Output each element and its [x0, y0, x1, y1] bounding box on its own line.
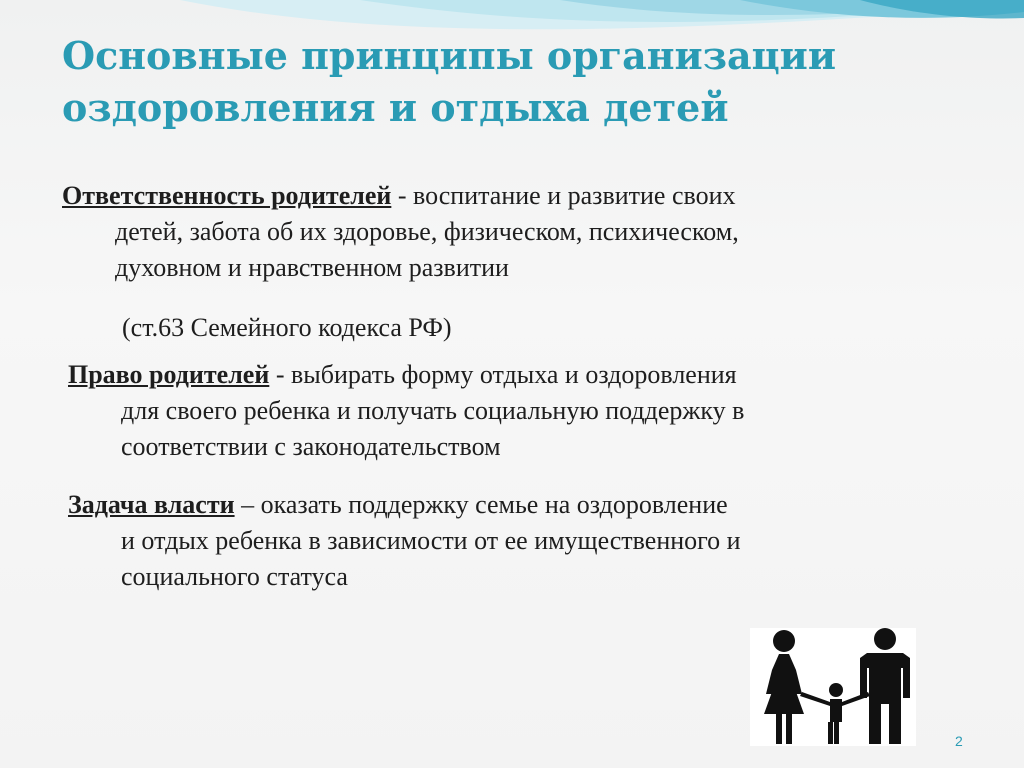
principle-2-separator: -	[269, 360, 291, 389]
principle-1-legal-reference: (ст.63 Семейного кодекса РФ)	[122, 313, 452, 342]
principle-3-text-line-1: оказать поддержку семье на оздоровление	[260, 490, 728, 519]
slide-title	[62, 30, 982, 134]
principle-1-text-line-3: духовном и нравственном развитии	[115, 253, 509, 282]
principle-3-separator: –	[234, 490, 261, 519]
principle-2-text-line-2: для своего ребенка и получать социальную поддержку в	[121, 396, 745, 425]
slide-title-line-2: оздоровления и отдыха детей	[62, 85, 729, 130]
principle-3-term: Задача власти	[68, 490, 235, 519]
principle-parent-right	[68, 357, 973, 465]
principle-2-text-line-3: соответствии с законодательством	[121, 432, 501, 461]
principle-1-separator: -	[391, 181, 414, 210]
principle-3-first-line	[68, 487, 973, 523]
principle-parent-responsibility	[62, 178, 967, 286]
principle-2-first-line	[68, 357, 973, 393]
principle-2-text-line-1: выбирать форму отдыха и оздоровления	[290, 360, 737, 389]
family-silhouette-icon	[750, 628, 916, 746]
principle-3-text-line-3: социального статуса	[121, 562, 348, 591]
principle-1-term: Ответственность родителей	[62, 181, 392, 210]
principle-1-text-line-2: детей, забота об их здоровье, физическом, психическом,	[115, 217, 739, 246]
principle-government-task	[68, 487, 973, 595]
principle-1-text-line-1: воспитание и развитие своих	[413, 181, 736, 210]
principle-3-text-line-2: и отдых ребенка в зависимости от ее имущественного и	[121, 526, 741, 555]
page-number: 2	[955, 733, 963, 749]
principle-1-first-line	[62, 178, 967, 214]
slide-title-line-1: Основные принципы организации	[62, 33, 837, 78]
principle-2-term: Право родителей	[68, 360, 270, 389]
